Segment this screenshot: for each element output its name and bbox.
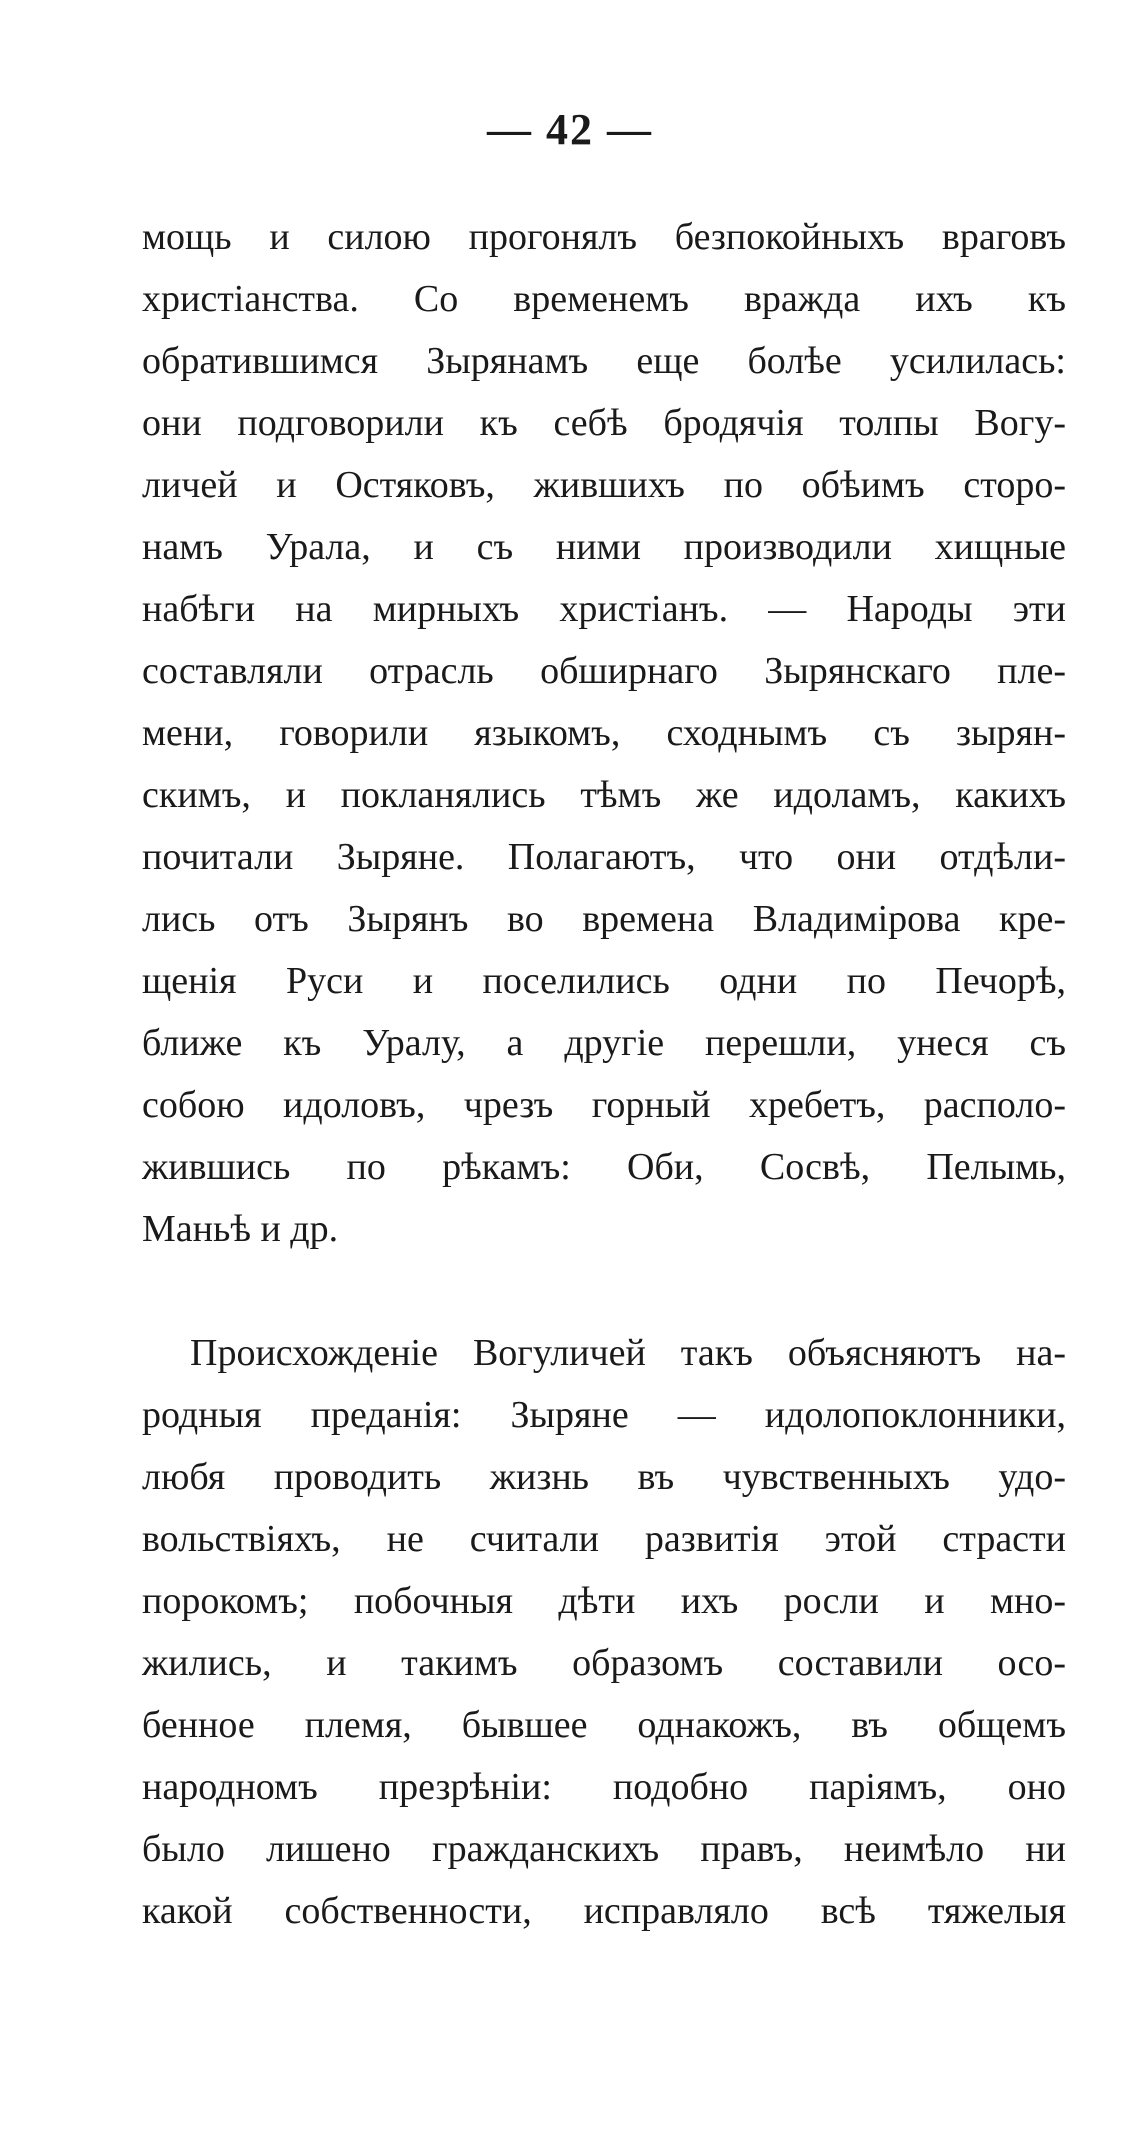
text-line: родныя преданія: Зыряне — идолопоклонники,: [142, 1394, 1066, 1436]
text-line: щенія Руси и поселились одни по Печорѣ,: [142, 960, 1066, 1002]
text-line: жились, и такимъ образомъ составили осо-: [142, 1642, 1066, 1684]
text-line: порокомъ; побочныя дѣти ихъ росли и мно-: [142, 1580, 1066, 1622]
text-line: народномъ презрѣніи: подобно паріямъ, оно: [142, 1766, 1066, 1808]
text-line: любя проводить жизнь въ чувственныхъ удо-: [142, 1456, 1066, 1498]
text-line: ближе къ Уралу, а другіе перешли, унеся съ: [142, 1022, 1066, 1064]
text-line: они подговорили къ себѣ бродячія толпы Вогу-: [142, 402, 1066, 444]
text-line: было лишено гражданскихъ правъ, неимѣло ни: [142, 1828, 1066, 1870]
text-line: намъ Урала, и съ ними производили хищные: [142, 526, 1066, 568]
text-line: почитали Зыряне. Полагаютъ, что они отдѣли-: [142, 836, 1066, 878]
text-line: личей и Остяковъ, жившихъ по обѣимъ сторо-: [142, 464, 1066, 506]
text-line: мощь и силою прогонялъ безпокойныхъ враговъ: [142, 216, 1066, 258]
text-line: жившись по рѣкамъ: Оби, Сосвѣ, Пелымь,: [142, 1146, 1066, 1188]
text-line: набѣги на мирныхъ христіанъ. — Народы эти: [142, 588, 1066, 630]
text-line: обратившимся Зырянамъ еще болѣе усилилась:: [142, 340, 1066, 382]
text-line: какой собственности, исправляло всѣ тяжелыя: [142, 1890, 1066, 1932]
paragraph-2: [142, 1322, 1066, 1942]
text-line: лись отъ Зырянъ во времена Владимірова кре-: [142, 898, 1066, 940]
text-line: вольствіяхъ, не считали развитія этой страсти: [142, 1518, 1066, 1560]
text-line: бенное племя, бывшее однакожъ, въ общемъ: [142, 1704, 1066, 1746]
text-line: составляли отрасль обширнаго Зырянскаго пле-: [142, 650, 1066, 692]
text-line: скимъ, и покланялись тѣмъ же идоламъ, какихъ: [142, 774, 1066, 816]
text-line: Происхожденіе Вогуличей такъ объясняютъ на-: [190, 1332, 1066, 1374]
text-line: христіанства. Со временемъ вражда ихъ къ: [142, 278, 1066, 320]
paragraph-1: [142, 206, 1066, 1260]
text-line: мени, говорили языкомъ, сходнымъ съ зырян-: [142, 712, 1066, 754]
text-line: собою идоловъ, чрезъ горный хребетъ, располо-: [142, 1084, 1066, 1126]
page-number: — 42 —: [487, 105, 653, 154]
text-line: Маньѣ и др.: [142, 1208, 339, 1250]
